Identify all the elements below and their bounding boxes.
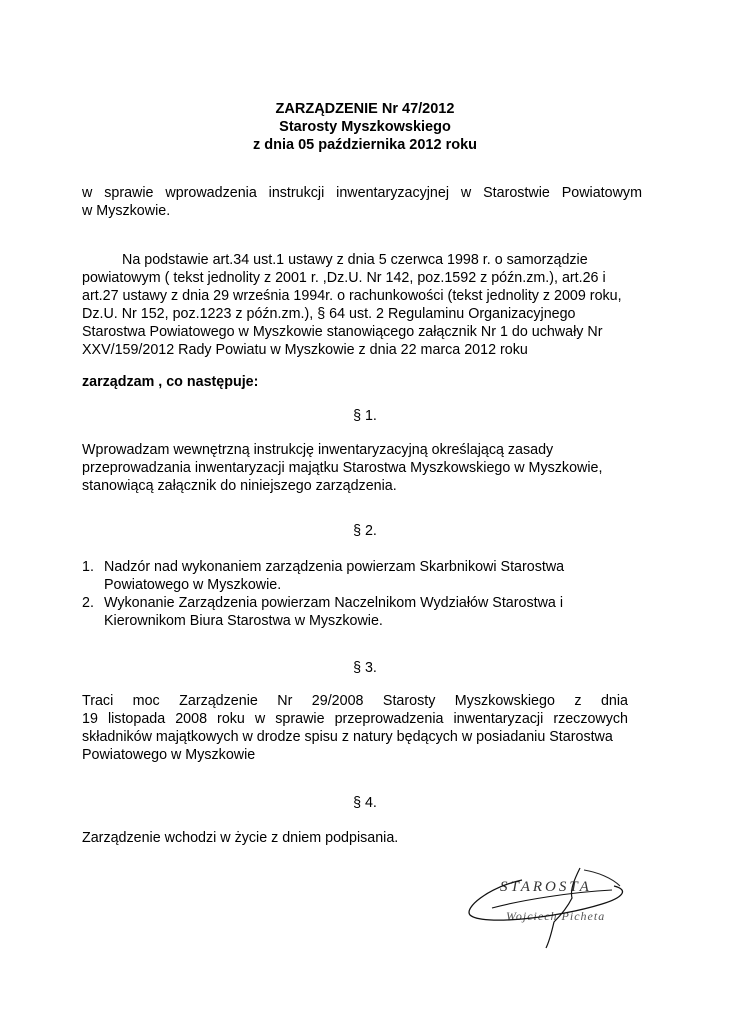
document-title: ZARZĄDZENIE Nr 47/2012 <box>275 101 455 117</box>
list-item-number: 2. <box>82 595 94 611</box>
basis-line: Dz.U. Nr 152, poz.1223 z późn.zm.), § 64 ust. 2 Regulaminu Organizacyjnego <box>82 306 576 322</box>
list-item-number: 1. <box>82 559 94 575</box>
section-4-text: Zarządzenie wchodzi w życie z dniem podpisania. <box>82 830 399 846</box>
section-2-heading: § 2. <box>353 523 377 539</box>
list-item-text: Powiatowego w Myszkowie. <box>104 577 282 593</box>
basis-line: Starostwa Powiatowego w Myszkowie stanowiącego załącznik Nr 1 do uchwały Nr <box>82 324 603 340</box>
section-1-line: przeprowadzania inwentaryzacji majątku Starostwa Myszkowskiego w Myszkowie, <box>82 460 603 476</box>
section-4-heading: § 4. <box>353 795 377 811</box>
basis-line: powiatowym ( tekst jednolity z 2001 r. ,Dz.U. Nr 142, poz.1592 z późn.zm.), art.26 i <box>82 270 606 286</box>
signature-stamp <box>462 860 632 950</box>
decree-statement: zarządzam , co następuje: <box>82 374 259 390</box>
section-3-line: Powiatowego w Myszkowie <box>82 747 256 763</box>
list-item-text: Kierownikom Biura Starostwa w Myszkowie. <box>104 613 383 629</box>
section-1-line: Wprowadzam wewnętrzną instrukcję inwentaryzacyjną określającą zasady <box>82 442 554 458</box>
basis-line: XXV/159/2012 Rady Powiatu w Myszkowie z dnia 22 marca 2012 roku <box>82 342 528 358</box>
basis-line: Na podstawie art.34 ust.1 ustawy z dnia 5 czerwca 1998 r. o samorządzie <box>122 252 588 268</box>
section-1-heading: § 1. <box>353 408 377 424</box>
section-3-heading: § 3. <box>353 660 377 676</box>
section-3-line: składników majątkowych w drodze spisu z natury będących w posiadaniu Starostwa <box>82 729 613 745</box>
document-issuer: Starosty Myszkowskiego <box>279 119 451 135</box>
subject-line-1: w sprawie wprowadzenia instrukcji inwentaryzacyjnej w Starostwie Powiatowym <box>82 185 642 201</box>
signer-name: Wojciech Picheta <box>506 909 606 923</box>
basis-line: art.27 ustawy z dnia 29 września 1994r. o rachunkowości (tekst jednolity z 2009 roku, <box>82 288 622 304</box>
document-date: z dnia 05 października 2012 roku <box>252 137 478 153</box>
list-item-text: Nadzór nad wykonaniem zarządzenia powierzam Skarbnikowi Starostwa <box>104 559 565 575</box>
list-item-text: Wykonanie Zarządzenia powierzam Naczelnikom Wydziałów Starostwa i <box>104 595 564 611</box>
section-3-line: 19 listopada 2008 roku w sprawie przeprowadzenia inwentaryzacji rzeczowych <box>82 711 628 727</box>
stamp-text: STAROSTA <box>500 879 592 895</box>
subject-line-2: w Myszkowie. <box>82 203 171 219</box>
section-1-line: stanowiącą załącznik do niniejszego zarządzenia. <box>82 478 397 494</box>
section-3-line: Traci moc Zarządzenie Nr 29/2008 Starosty Myszkowskiego z dnia <box>82 693 628 709</box>
